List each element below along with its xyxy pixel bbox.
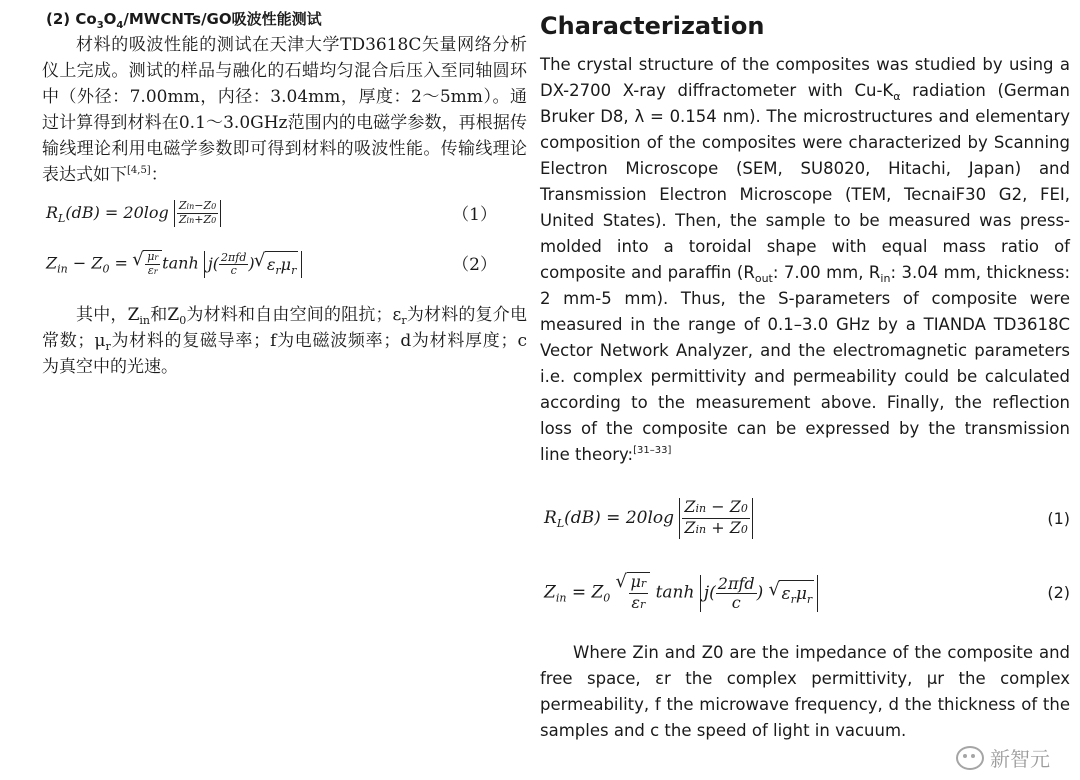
- paragraph-en-2: Where Zin and Z0 are the impedance of the composite and free space, εr the complex permittivity, μr the complex permeability, f the microwave frequency, d the thickness of the samples and c the speed of light in vacuum.: [540, 643, 1070, 740]
- paragraph-text: 为材料和自由空间的阻抗；ε: [186, 305, 402, 325]
- paragraph-text: : 3.04 mm, thickness: 2 mm-5 mm). Thus, the S-parameters of composite were measured in the range of 0.1–3.0 GHz by a TIANDA TD3618C Vector Network Analyzer, and the electromagnetic parameters i.e. complex permittivity and permeability could be calculated according to the measurement above. Finally, the reflection loss of the composite can be expressed by the transmission line theory:: [540, 263, 1071, 464]
- equation-number: (1): [1047, 509, 1070, 528]
- equation-body: $R_L(dB) = 20\log$ $\frac{\text{Zin−Z0}}{\text{Zin+Z0}}$: [46, 200, 221, 227]
- heading-subscript: 3: [96, 20, 104, 31]
- equation-2-en: [540, 562, 1070, 622]
- paragraph-text: 为材料的复磁导率；f为电磁波频率；d为材料厚度；c为真空中的光速。: [42, 331, 527, 377]
- paragraph-cn-2: [42, 302, 527, 380]
- watermark-text: 新智元: [990, 747, 1050, 771]
- heading-text: /MWCNTs/GO吸波性能测试: [123, 10, 322, 28]
- subscript: r: [105, 340, 111, 353]
- equation-body: $Z_{in} - Z_0$ = √ $\frac{\mu r}{\varepsilon r}$ tanh j( $\frac{\text{2πfd}}{c}$ ) √ $\varepsilon_r\mu_r$: [46, 250, 302, 278]
- subscript: in: [880, 272, 891, 285]
- paragraph-text: The crystal structure of the composites was studied by using a DX-2700 X-ray diffractometer with Cu-K: [540, 55, 1070, 100]
- equation-number: （2）: [452, 255, 497, 275]
- wechat-icon: [956, 746, 984, 770]
- heading-text: (2) Co: [46, 10, 97, 28]
- equation-2-cn: [42, 244, 527, 288]
- citation-ref: [31–33]: [633, 445, 672, 456]
- heading-text: O: [103, 10, 117, 28]
- paragraph-text: radiation (German Bruker D8, λ = 0.154 nm). The microstructures and elementary composition of the composites were characterized by Scanning Electron Microscope (SEM, SU8020, Hitachi, Japan) and Transmission Electron Microscope (TEM, TecnaiF30 G2, FEI, United States). Then, the sample to be measured was press-molded into a toroidal shape with equal mass ratio of composite and paraffin (R: [540, 81, 1070, 282]
- subscript: α: [893, 90, 901, 103]
- paragraph-text: : 7.00 mm, R: [772, 263, 881, 282]
- equation-number: （1）: [452, 205, 497, 225]
- subscript: 0: [179, 314, 187, 327]
- subscript: in: [139, 314, 151, 327]
- paragraph-cn-1: [42, 32, 527, 188]
- equation-body: $R_L(dB) = 20\log$ $\frac{\text{Zin − Z0}}{\text{Zin + Z0}}$: [544, 498, 753, 539]
- english-column: [540, 6, 1070, 744]
- citation-ref: [4,5]: [127, 165, 151, 176]
- section-heading-cn: [46, 6, 527, 32]
- paragraph-text: 材料的吸波性能的测试在天津大学TD3618C矢量网络分析仪上完成。测试的样品与融化的石蜡均匀混合后压入至同轴圆环中（外径：7.00mm，内径：3.04mm，厚度：2～5mm）。通过计算得到材料在0.1～3.0GHz范围内的电磁学参数，再根据传输线理论利用电磁学参数即可得到材料的吸波性能。传输线理论表达式如下: [42, 35, 527, 185]
- paragraph-text: ：: [150, 165, 168, 185]
- equation-1-en: [540, 488, 1070, 548]
- chinese-column: [42, 6, 527, 380]
- section-title: Characterization: [540, 12, 765, 40]
- equation-1-cn: [42, 194, 527, 238]
- subscript: out: [754, 272, 773, 285]
- equation-number: (2): [1047, 583, 1070, 602]
- paragraph-text: 为材料的复介电常数；μ: [42, 305, 528, 351]
- equation-body: $Z_{in} = Z_0$ √ $\frac{\mu r}{\varepsilon r}$ tanh j( $\frac{\text{2πfd}}{c}$ ) √ $\varepsilon_r\mu_r$: [544, 572, 818, 614]
- watermark: [956, 743, 1050, 772]
- paragraph-text: 和Z: [150, 305, 180, 325]
- heading-subscript: 4: [116, 20, 124, 31]
- subscript: r: [401, 314, 407, 327]
- paragraph-en-1: [540, 52, 1070, 468]
- paragraph-text: 其中，Z: [76, 305, 140, 325]
